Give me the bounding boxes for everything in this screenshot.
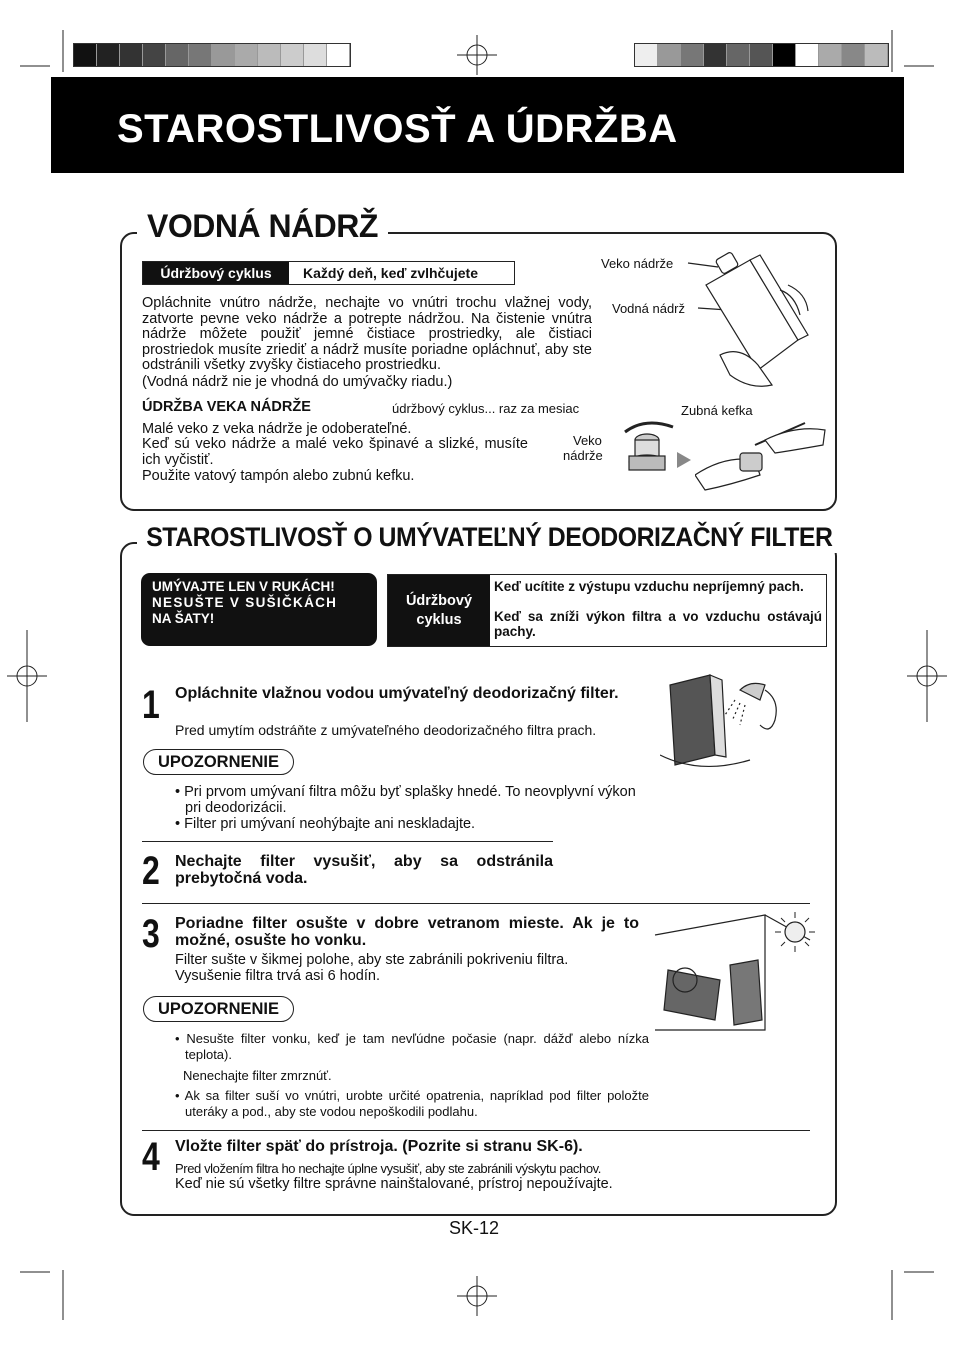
step-3-text-2: Vysušenie filtra trvá asi 6 hodín. — [175, 968, 380, 984]
warning-box — [141, 573, 377, 646]
step-4-title: Vložte filter späť do prístroja. (Pozrite si stranu SK-6). — [175, 1138, 583, 1155]
rinse-illustration — [660, 655, 810, 775]
page-header — [51, 77, 904, 173]
lid-heading: ÚDRŽBA VEKA NÁDRŽE — [142, 399, 311, 415]
water-tank-title: VODNÁ NÁDRŽ — [137, 208, 388, 245]
caution-label-3: UPOZORNENIE — [143, 996, 294, 1022]
brush-cleaning-illustration — [695, 415, 830, 495]
page-title: STAROSTLIVOSŤ A ÚDRŽBA — [117, 107, 678, 151]
step-4-text-2: Keď nie sú všetky filtre správne nainštalované, prístroj nepoužívajte. — [175, 1176, 613, 1192]
tank-paragraph: Opláchnite vnútro nádrže, nechajte vo vnútri trochu vlažnej vody, zatvorte pevne veko nádrže a potrepte nádržou. Na čistenie vnútra nádrže môžete použiť jemné čistiace prostriedky, ale čistiaci prostriedok musíte zriediť a nádrž musíte poriadne opláchnuť, aby ste odstránili všetky zvyšky čistiaceho prostriedku. — [142, 295, 592, 373]
lid-line-1: Malé veko z veka nádrže je odoberateľné. — [142, 421, 412, 437]
label-lid-small-a: Veko — [573, 433, 602, 448]
page-number: SK-12 — [449, 1218, 500, 1238]
step-2-number: 2 — [142, 849, 160, 893]
step-1-text: Pred umytím odstráňte z umývateľného deodorizačného filtra prach. — [175, 722, 597, 738]
filter-cycle-box — [387, 574, 827, 647]
lid-cycle: údržbový cyklus... raz za mesiac — [392, 401, 580, 416]
tank-note: (Vodná nádrž nie je vhodná do umývačky riadu.) — [142, 374, 453, 390]
divider-1 — [142, 841, 553, 842]
label-toothbrush: Zubná kefka — [681, 403, 753, 418]
step-1-number: 1 — [142, 683, 160, 727]
filter-cycle-label-1: Údržbový — [405, 593, 473, 609]
caution-1-item-1: • Pri prvom umývaní filtra môžu byť splašky hnedé. To neovplyvní výkon pri deodorizácii. — [175, 784, 636, 816]
caution-3-item-2: Nenechajte filter zmrznúť. — [183, 1068, 332, 1083]
lid-line-3: Použite vatový tampón alebo zubnú kefku. — [142, 468, 415, 484]
step-3-number: 3 — [142, 912, 160, 956]
lid-illustration — [615, 412, 695, 482]
warning-line-1: UMÝVAJTE LEN V RUKÁCH! — [152, 579, 335, 594]
filter-cycle-label-2: cyklus — [416, 612, 462, 628]
caution-label-1: UPOZORNENIE — [143, 749, 294, 775]
step-4-number: 4 — [142, 1135, 160, 1179]
step-3-text-1: Filter sušte v šikmej polohe, aby ste zabránili pokriveniu filtra. — [175, 952, 569, 968]
filter-title: STAROSTLIVOSŤ O UMÝVATEĽNÝ DEODORIZAČNÝ FILTER — [137, 522, 842, 553]
divider-2 — [142, 903, 810, 904]
label-water-tank: Vodná nádrž — [612, 301, 686, 316]
step-1-title: Opláchnite vlažnou vodou umývateľný deodorizačný filter. — [175, 685, 619, 702]
step-2-title: Nechajte filter vysušiť, aby sa odstránila prebytočná voda. — [175, 853, 553, 887]
water-tank-illustration — [680, 245, 820, 395]
filter-cycle-label — [388, 575, 490, 646]
tank-cycle-value: Každý deň, keď zvlhčujete — [303, 265, 479, 281]
caution-1-item-2: • Filter pri umývaní neohýbajte ani neskladajte. — [175, 816, 476, 832]
warning-line-2: NESUŠTE V SUŠIČKÁCH — [152, 595, 338, 610]
filter-cycle-text-1: Keď ucítite z výstupu vzduchu nepríjemný pach. — [494, 579, 804, 594]
step-3-title: Poriadne filter osušte v dobre vetranom mieste. Ak je to možné, osušte ho vonku. — [175, 915, 639, 949]
step-4-text-1: Pred vložením filtra ho nechajte úplne vysušiť, aby ste zabránili výskytu pachov. — [175, 1161, 602, 1176]
caution-3-item-1: • Nesušte filter vonku, keď je tam nevľúdne počasie (napr. dážď alebo nízka teplota). — [175, 1031, 649, 1062]
label-lid-small-b: nádrže — [563, 448, 603, 463]
caution-3-item-3: • Ak sa filter suší vo vnútri, urobte určité opatrenia, napríklad pod filter položte uteráky a pod., aby ste vodou nepoškodili podlahu. — [175, 1088, 649, 1119]
filter-cycle-text-2: Keď sa zníži výkon filtra a vo vzduchu ostávajú pachy. — [494, 609, 822, 639]
label-tank-lid: Veko nádrže — [601, 256, 674, 271]
drying-illustration — [650, 910, 815, 1035]
lid-line-2: Keď sú veko nádrže a malé veko špinavé a slizké, musíte ich vyčistiť. — [142, 436, 528, 468]
tank-cycle-label: Údržbový cyklus — [143, 262, 289, 284]
warning-line-3: NA ŠATY! — [152, 611, 215, 626]
tank-cycle-box — [142, 261, 515, 285]
divider-3 — [142, 1130, 810, 1131]
